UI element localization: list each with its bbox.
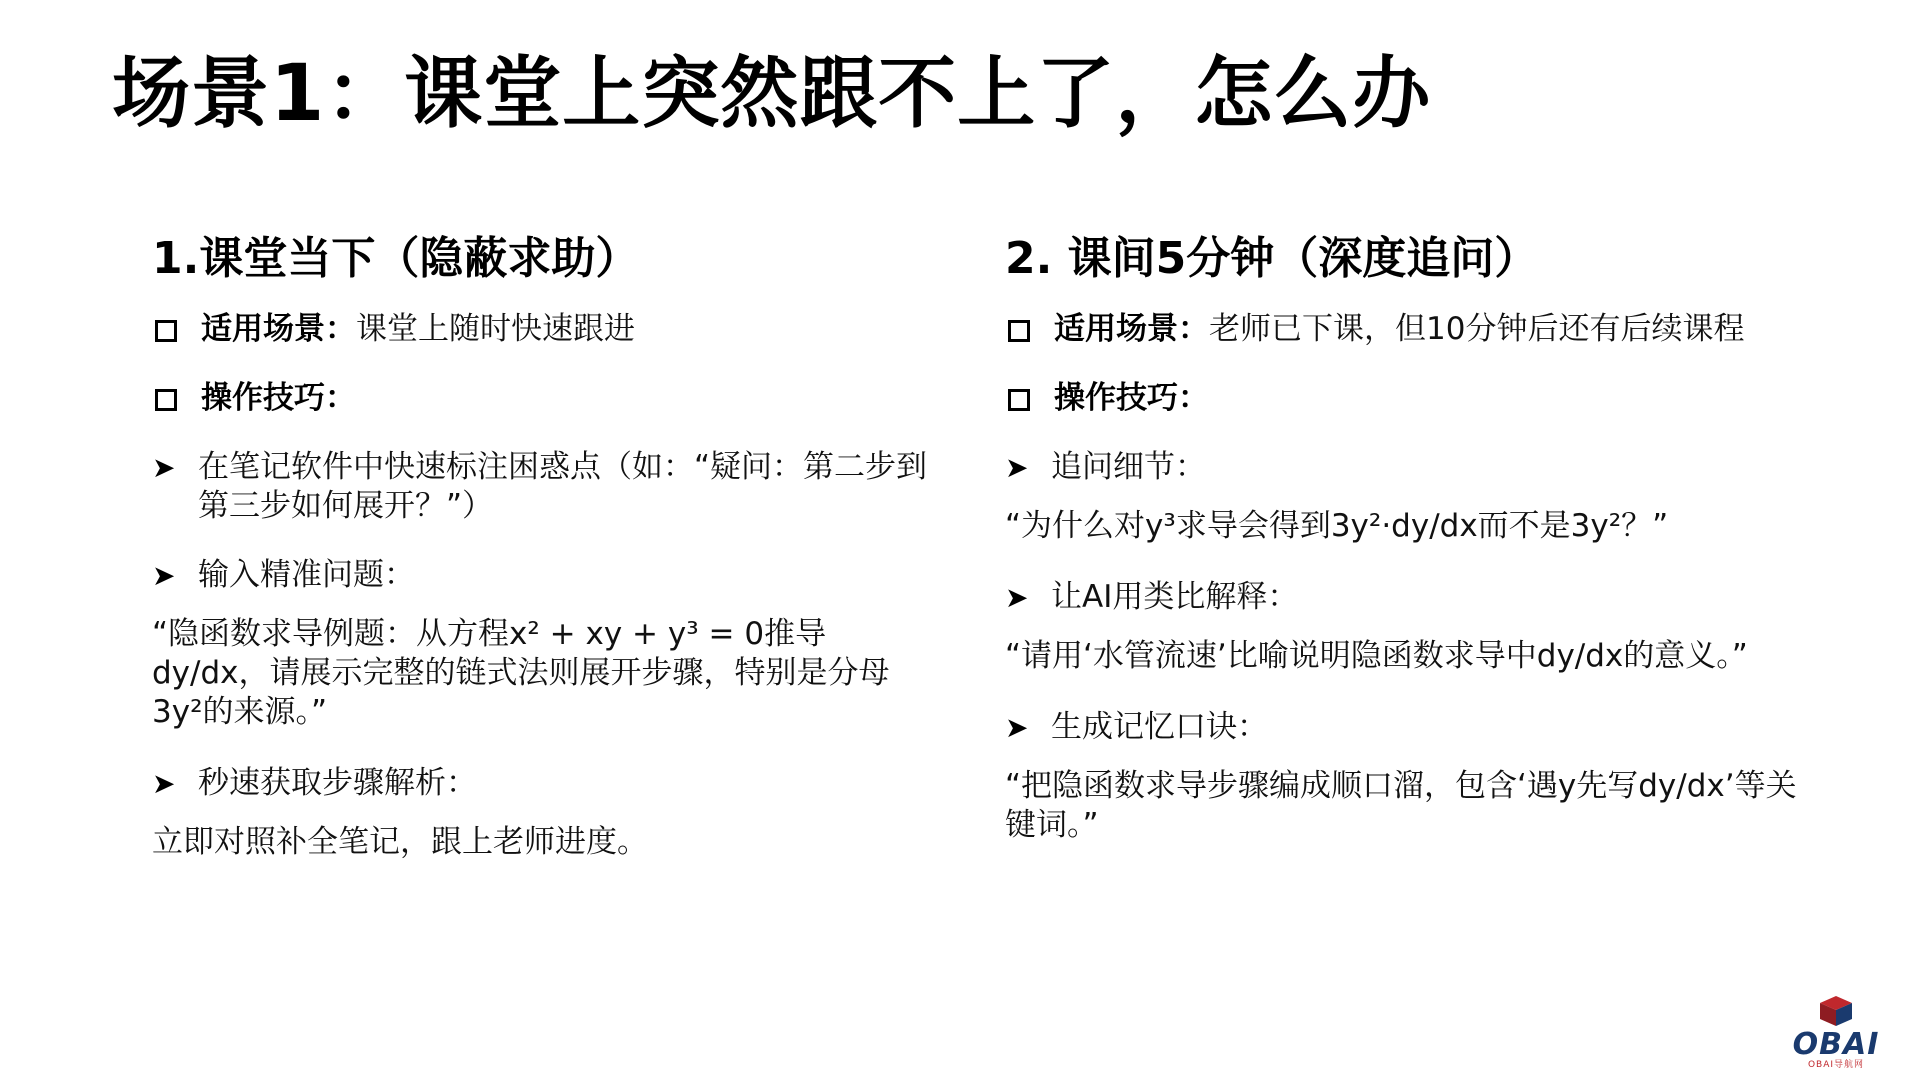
- right-bullet-1-text: 追问细节：: [1051, 448, 1206, 485]
- left-bullet-1-text: 在笔记软件中快速标注困惑点（如：“疑问：第二步到第三步如何展开？”）: [198, 448, 928, 524]
- checkbox-square-icon: [155, 320, 177, 342]
- right-scene-text: 老师已下课，但10分钟后还有后续课程: [1209, 310, 1745, 347]
- left-tips-row: [152, 379, 932, 418]
- left-scene-row: [152, 310, 932, 349]
- left-heading: 1.课堂当下（隐蔽求助）: [152, 233, 640, 284]
- left-bullet-3: [152, 764, 932, 803]
- left-bullet-1: [152, 448, 932, 526]
- arrow-bullet-icon: ➤: [152, 558, 176, 592]
- right-quote-3: “把隐函数求导步骤编成顺口溜，包含‘遇y先写dy/dx’等关键词。”: [1005, 767, 1797, 843]
- right-column: [1005, 233, 1805, 877]
- right-scene-label: 适用场景：: [1054, 310, 1209, 347]
- arrow-bullet-icon: ➤: [152, 766, 176, 800]
- checkbox-square-icon: [155, 389, 177, 411]
- right-bullet-3-text: 生成记忆口诀：: [1051, 708, 1268, 745]
- right-quote-2: “请用‘水管流速’比喻说明隐函数求导中dy/dx的意义。”: [1005, 637, 1748, 674]
- right-bullet-3: [1005, 708, 1805, 747]
- arrow-bullet-icon: ➤: [1005, 450, 1029, 484]
- left-column: [152, 233, 932, 894]
- left-closing: 立即对照补全笔记，跟上老师进度。: [152, 823, 648, 860]
- arrow-bullet-icon: ➤: [1005, 710, 1029, 744]
- checkbox-square-icon: [1008, 320, 1030, 342]
- left-bullet-2: [152, 556, 932, 595]
- cube-logo-icon: [1814, 994, 1858, 1028]
- right-quote-1: “为什么对y³求导会得到3y²·dy/dx而不是3y²？”: [1005, 507, 1669, 544]
- right-heading: 2. 课间5分钟（深度追问）: [1005, 233, 1539, 284]
- left-scene-text: 课堂上随时快速跟进: [356, 310, 635, 347]
- right-bullet-2: [1005, 578, 1805, 617]
- right-tips-label: 操作技巧：: [1054, 379, 1209, 416]
- right-scene-row: [1005, 310, 1805, 349]
- checkbox-square-icon: [1008, 389, 1030, 411]
- left-quote: “隐函数求导例题：从方程x² + xy + y³ = 0推导dy/dx，请展示完整的链式法则展开步骤，特别是分母3y²的来源。”: [152, 615, 890, 730]
- right-tips-row: [1005, 379, 1805, 418]
- left-bullet-2-text: 输入精准问题：: [198, 556, 415, 593]
- right-bullet-1: [1005, 448, 1805, 487]
- left-bullet-3-text: 秒速获取步骤解析：: [198, 764, 477, 801]
- logo-wordmark: OBAI: [1792, 1027, 1880, 1062]
- obai-logo: [1786, 994, 1886, 1070]
- slide-title: 场景1：课堂上突然跟不上了，怎么办: [112, 49, 1432, 139]
- left-tips-label: 操作技巧：: [201, 379, 356, 416]
- logo-subtitle: OBAI导航网: [1807, 1060, 1865, 1070]
- arrow-bullet-icon: ➤: [1005, 580, 1029, 614]
- right-bullet-2-text: 让AI用类比解释：: [1051, 578, 1299, 615]
- arrow-bullet-icon: ➤: [152, 450, 176, 484]
- left-scene-label: 适用场景：: [201, 310, 356, 347]
